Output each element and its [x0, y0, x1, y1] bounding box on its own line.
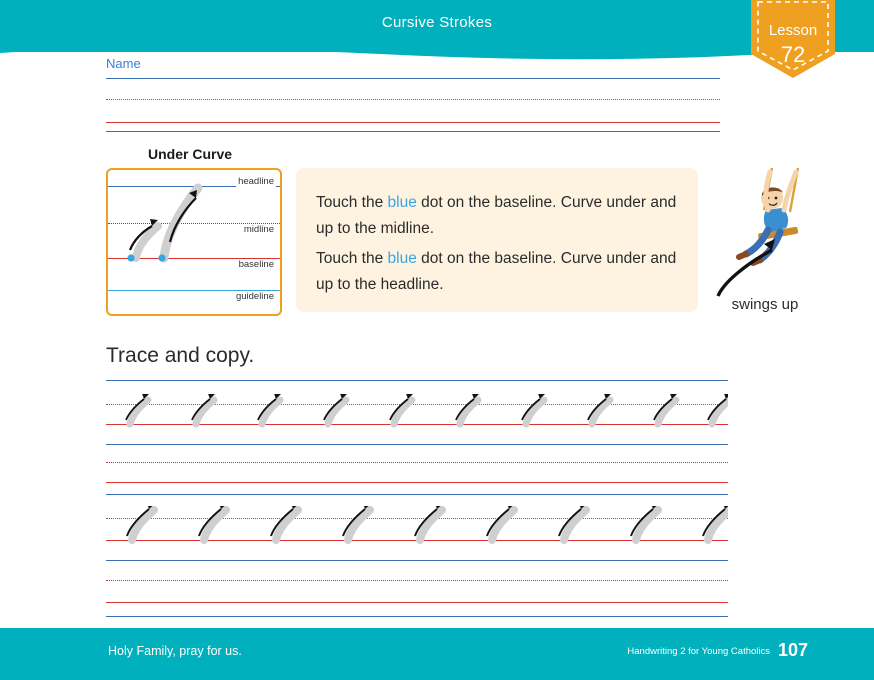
practice-guideline-3 — [106, 560, 728, 561]
instruction-callout — [296, 168, 698, 312]
practice-headline-3 — [106, 494, 728, 495]
instruction-2-highlight: blue — [387, 250, 417, 267]
practice-strokes-row-1 — [106, 394, 728, 428]
mnemonic-caption: swings up — [731, 296, 799, 313]
practice-guideline-4 — [106, 616, 728, 617]
practice-strokes-row-2 — [106, 506, 728, 540]
page-title: Cursive Strokes — [381, 14, 493, 31]
footer-book-title: Handwriting 2 for Young Catholics — [627, 646, 770, 657]
demo-headline-label: headline — [238, 176, 274, 187]
practice-baseline-4 — [106, 602, 728, 603]
stroke-demo-title: Under Curve — [148, 146, 233, 162]
demo-guideline-label: guideline — [235, 291, 274, 302]
name-baseline-rule — [106, 122, 720, 123]
lesson-tab — [747, 0, 839, 80]
practice-midline-2 — [106, 462, 728, 463]
name-label: Name — [106, 56, 141, 71]
footer-motto: Holy Family, pray for us. — [108, 644, 242, 658]
instruction-line-2 — [316, 246, 678, 298]
stroke-demo-box — [106, 168, 282, 316]
demo-midline-label: midline — [243, 224, 274, 235]
under-curve-stroke-diagram — [108, 170, 280, 314]
instruction-2-after: dot on the baseline. Curve under and up to the headline. — [316, 250, 677, 293]
instruction-1-before: Touch the — [316, 194, 388, 211]
practice-midline-4 — [106, 580, 728, 581]
name-midline-rule — [106, 99, 720, 100]
instruction-line-1 — [316, 190, 678, 242]
child-on-swing-illustration — [706, 166, 828, 316]
demo-baseline-label: baseline — [238, 259, 274, 270]
lesson-label: Lesson — [768, 22, 818, 39]
instruction-1-highlight: blue — [387, 194, 417, 211]
name-headline-rule — [106, 78, 720, 79]
lesson-number: 72 — [780, 42, 806, 67]
footer-page-number: 107 — [778, 640, 809, 660]
practice-guideline-1 — [106, 444, 728, 445]
instruction-2-before: Touch the — [316, 250, 388, 267]
lesson-tab-shape — [747, 0, 839, 80]
instruction-1-after: dot on the baseline. Curve under and up to the midline. — [316, 194, 677, 237]
practice-baseline-2 — [106, 482, 728, 483]
practice-headline-1 — [106, 380, 728, 381]
name-guideline-rule — [106, 131, 720, 132]
practice-title: Trace and copy. — [106, 344, 255, 367]
